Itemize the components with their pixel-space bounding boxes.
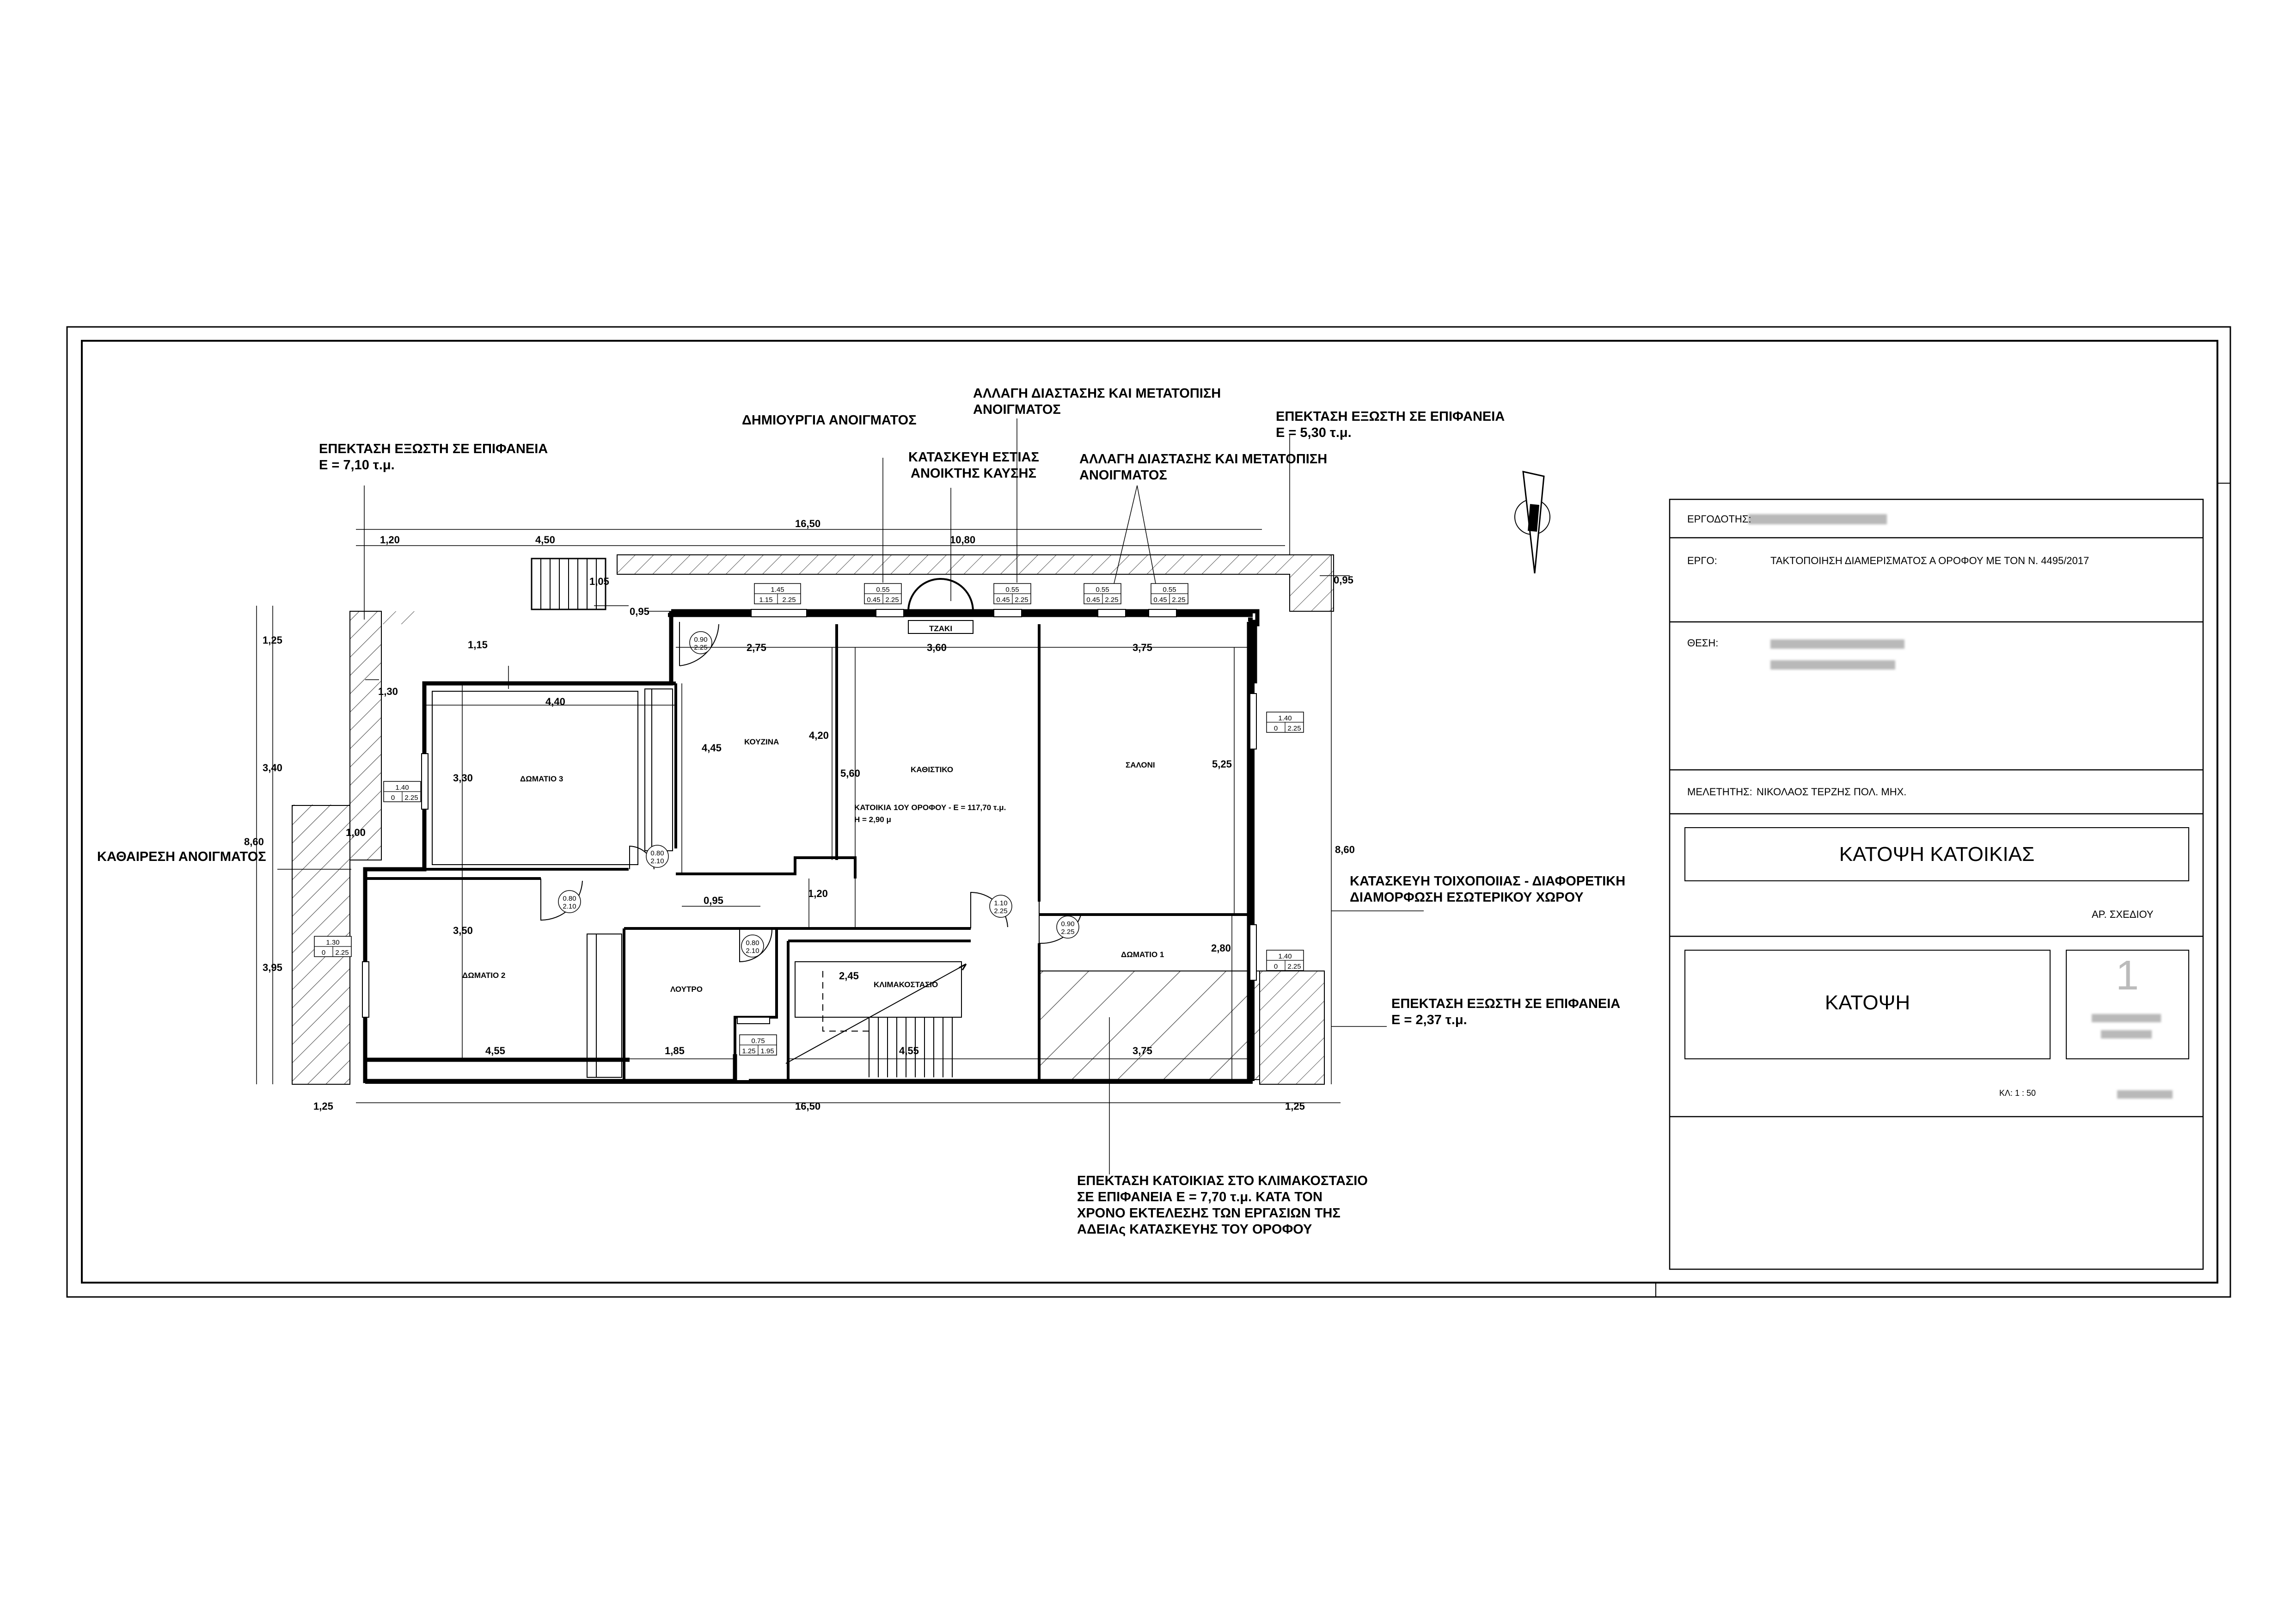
- svg-text:1.95: 1.95: [760, 1047, 774, 1055]
- svg-text:0.75: 0.75: [751, 1037, 765, 1045]
- svg-text:1.40: 1.40: [395, 784, 409, 792]
- dim-095-right: 0,95: [1334, 574, 1353, 586]
- plan-geometry: [257, 418, 1550, 1174]
- note-ext-se-area: Ε = 2,37 τ.μ.: [1391, 1013, 1467, 1027]
- svg-text:2.10: 2.10: [746, 947, 759, 955]
- svg-text:2.10: 2.10: [563, 903, 576, 910]
- dim-total-bottom: 16,50: [795, 1100, 821, 1112]
- dim-455-left: 4,55: [485, 1045, 505, 1057]
- svg-text:0.55: 0.55: [876, 586, 890, 594]
- dim-445: 4,45: [702, 742, 722, 754]
- svg-text:2.25: 2.25: [1287, 963, 1301, 971]
- dim-330: 3,30: [453, 772, 473, 784]
- svg-text:0.55: 0.55: [1096, 586, 1109, 594]
- svg-text:2.25: 2.25: [1105, 596, 1119, 604]
- dim-left-860: 8,60: [244, 836, 264, 848]
- note-stair: ΕΠΕΚΤΑΣΗ ΚΑΤΟΙΚΙΑΣ ΣΤΟ ΚΛΙΜΑΚΟΣΤΑΣΙΟ: [1077, 1173, 1368, 1188]
- dim-total-top: 16,50: [795, 518, 821, 529]
- balcony-top-hatch: [617, 555, 1334, 611]
- wall-kitchen-stub: [807, 858, 855, 879]
- house-height: Η = 2,90 μ: [854, 815, 891, 824]
- svg-text:1.40: 1.40: [1278, 952, 1292, 960]
- dim-left-395: 3,95: [263, 962, 282, 973]
- title-block: [1670, 499, 2203, 1269]
- svg-text:0.55: 0.55: [1005, 586, 1019, 594]
- svg-text:0.90: 0.90: [1061, 920, 1075, 928]
- dim-420: 4,20: [809, 730, 829, 741]
- svg-text:1.25: 1.25: [742, 1047, 756, 1055]
- dim-120-mid: 1,20: [808, 888, 828, 899]
- note-change-b: ΑΛΛΑΓΗ ΔΙΑΣΤΑΣΗΣ ΚΑΙ ΜΕΤΑΤΟΠΙΣΗ: [1079, 452, 1328, 467]
- dim-375-top: 3,75: [1133, 642, 1152, 653]
- svg-text:2.10: 2.10: [650, 857, 664, 865]
- fireplace-label: ΤΖΑΚΙ: [929, 624, 953, 633]
- room-1: ΔΩΜΑΤΙΟ 1: [1121, 950, 1164, 959]
- dim-top-450: 4,50: [535, 534, 555, 546]
- dim-560: 5,60: [840, 768, 860, 779]
- svg-text:0: 0: [1274, 963, 1278, 971]
- note-wall-2: ΔΙΑΜΟΡΦΩΣΗ ΕΣΩΤΕΡΙΚΟΥ ΧΩΡΟΥ: [1350, 890, 1584, 905]
- redacted-owner: [1748, 514, 1887, 524]
- svg-text:0.45: 0.45: [996, 596, 1010, 604]
- svg-text:2.25: 2.25: [1061, 928, 1075, 936]
- svg-text:0.45: 0.45: [1086, 596, 1100, 604]
- stair-extension-hatch: [1039, 971, 1260, 1080]
- engineer-value: ΝΙΚΟΛΑΟΣ ΤΕΡΖΗΣ ΠΟΛ. ΜΗΧ.: [1757, 786, 1907, 798]
- dim-440: 4,40: [545, 696, 565, 707]
- dim-105: 1,05: [589, 576, 609, 587]
- svg-text:2.25: 2.25: [782, 596, 796, 604]
- svg-text:0.90: 0.90: [694, 636, 708, 644]
- dim-100: 1,00: [346, 827, 366, 838]
- dim-375-bottom: 3,75: [1133, 1045, 1152, 1057]
- note-hearth: ΚΑΤΑΣΚΕΥΗ ΕΣΤΙΑΣ: [908, 450, 1039, 465]
- note-wall: ΚΑΤΑΣΚΕΥΗ ΤΟΙΧΟΠΟΙΙΑΣ - ΔΙΑΦΟΡΕΤΙΚΗ: [1350, 874, 1626, 889]
- room-bath: ΛΟΥΤΡΟ: [670, 985, 703, 994]
- svg-text:2.25: 2.25: [994, 907, 1008, 915]
- dim-185: 1,85: [665, 1045, 685, 1057]
- drawing-number: 1: [2115, 952, 2139, 999]
- room-living: ΚΑΘΙΣΤΙΚΟ: [911, 765, 954, 774]
- drawing-no-label: ΑΡ. ΣΧΕΔΙΟΥ: [2092, 909, 2154, 920]
- dim-455-mid: 4,55: [899, 1045, 919, 1057]
- note-ext-left: ΕΠΕΚΤΑΣΗ ΕΞΩΣΤΗ ΣΕ ΕΠΙΦΑΝΕΙΑ: [319, 442, 548, 456]
- house-area: ΚΑΤΟΙΚΙΑ 1ΟΥ ΟΡΟΦΟΥ - Ε = 117,70 τ.μ.: [854, 803, 1006, 812]
- room-2: ΔΩΜΑΤΙΟ 2: [462, 971, 506, 980]
- room-salon: ΣΑΛΟΝΙ: [1126, 761, 1155, 769]
- svg-text:0: 0: [321, 949, 326, 957]
- dim-right-860: 8,60: [1335, 844, 1355, 855]
- svg-text:1.15: 1.15: [759, 596, 773, 604]
- svg-text:2.25: 2.25: [885, 596, 899, 604]
- svg-text:0.45: 0.45: [1153, 596, 1167, 604]
- project-label: ΕΡΓΟ:: [1687, 555, 1717, 566]
- scale: ΚΛ: 1 : 50: [1999, 1088, 2036, 1098]
- note-create-opening: ΔΗΜΙΟΥΡΓΙΑ ΑΝΟΙΓΜΑΤΟΣ: [742, 413, 917, 428]
- dim-left-340: 3,40: [263, 762, 282, 774]
- svg-text:2.25: 2.25: [1172, 596, 1186, 604]
- note-remove-opening: ΚΑΘΑΙΡΕΣΗ ΑΝΟΙΓΜΑΤΟΣ: [97, 849, 266, 864]
- dim-280: 2,80: [1211, 942, 1231, 954]
- dim-275: 2,75: [747, 642, 766, 653]
- note-stair-4: ΑΔΕΙΑς ΚΑΤΑΣΚΕΥΗΣ ΤΟΥ ΟΡΟΦΟΥ: [1077, 1222, 1312, 1237]
- dim-525: 5,25: [1212, 758, 1232, 770]
- note-change-b-2: ΑΝΟΙΓΜΑΤΟΣ: [1079, 468, 1167, 483]
- balcony-right-se-hatch: [1260, 971, 1324, 1084]
- dim-245: 2,45: [839, 970, 859, 982]
- note-ext-right: ΕΠΕΚΤΑΣΗ ΕΞΩΣΤΗ ΣΕ ΕΠΙΦΑΝΕΙΑ: [1276, 409, 1505, 424]
- dim-360: 3,60: [927, 642, 947, 653]
- drawing-title: ΚΑΤΟΨΗ ΚΑΤΟΙΚΙΑΣ: [1839, 843, 2035, 866]
- dim-350: 3,50: [453, 925, 473, 936]
- svg-text:0.80: 0.80: [563, 895, 576, 903]
- dim-115: 1,15: [468, 639, 488, 651]
- redacted-sheet-info-2: [2101, 1030, 2152, 1038]
- dim-130: 1,30: [378, 686, 398, 697]
- note-stair-3: ΧΡΟΝΟ ΕΚΤΕΛΕΣΗΣ ΤΩΝ ΕΡΓΑΣΙΩΝ ΤΗΣ: [1077, 1206, 1341, 1221]
- redacted-sheet-info: [2092, 1014, 2161, 1022]
- dim-top-120: 1,20: [380, 534, 400, 546]
- note-ext-left-area: Ε = 7,10 τ.μ.: [319, 458, 395, 473]
- svg-text:0: 0: [1274, 725, 1278, 732]
- room-kitchen: ΚΟΥΖΙΝΑ: [744, 737, 779, 746]
- wall-kitchen-bottom: [676, 858, 814, 874]
- dim-bottom-125-left: 1,25: [313, 1100, 333, 1112]
- svg-text:1.30: 1.30: [326, 939, 340, 946]
- note-stair-2: ΣΕ ΕΠΙΦΑΝΕΙΑ Ε = 7,70 τ.μ. ΚΑΤΑ ΤΟΝ: [1077, 1190, 1322, 1204]
- drawing-name: ΚΑΤΟΨΗ: [1825, 991, 1910, 1014]
- redacted-location-2: [1770, 660, 1895, 670]
- note-ext-right-area: Ε = 5,30 τ.μ.: [1276, 425, 1352, 440]
- svg-text:0: 0: [391, 794, 395, 802]
- svg-text:2.25: 2.25: [694, 644, 708, 651]
- note-change-a-2: ΑΝΟΙΓΜΑΤΟΣ: [973, 402, 1061, 417]
- svg-text:2.25: 2.25: [404, 794, 418, 802]
- svg-text:0.45: 0.45: [867, 596, 881, 604]
- note-change-a: ΑΛΛΑΓΗ ΔΙΑΣΤΑΣΗΣ ΚΑΙ ΜΕΤΑΤΟΠΙΣΗ: [973, 386, 1221, 401]
- svg-text:2.25: 2.25: [335, 949, 349, 957]
- dim-bottom-125-right: 1,25: [1285, 1100, 1305, 1112]
- dim-inner-top: 10,80: [950, 534, 976, 546]
- svg-text:1.45: 1.45: [771, 586, 784, 594]
- dim-left-125: 1,25: [263, 634, 282, 646]
- svg-text:0.80: 0.80: [650, 849, 664, 857]
- engineer-label: ΜΕΛΕΤΗΤΗΣ:: [1687, 786, 1752, 798]
- north-arrow: [1515, 472, 1550, 573]
- dim-095-top: 0,95: [630, 606, 649, 617]
- svg-text:0.55: 0.55: [1163, 586, 1176, 594]
- room-3: ΔΩΜΑΤΙΟ 3: [520, 774, 563, 783]
- redacted-date: [2117, 1090, 2173, 1099]
- redacted-location: [1770, 639, 1904, 649]
- balcony-left-upper-hatch: [350, 611, 381, 860]
- svg-text:0.80: 0.80: [746, 939, 759, 947]
- room-stair: ΚΛΙΜΑΚΟΣΤΑΣΙΟ: [874, 980, 938, 989]
- svg-text:1.40: 1.40: [1278, 714, 1292, 722]
- fireplace-arch: [908, 579, 973, 611]
- owner-label: ΕΡΓΟΔΟΤΗΣ:: [1687, 513, 1751, 525]
- project-value: ΤΑΚΤΟΠΟΙΗΣΗ ΔΙΑΜΕΡΙΣΜΑΤΟΣ Α ΟΡΟΦΟΥ ΜΕ ΤΟΝ Ν. 4495/2017: [1770, 555, 2089, 566]
- svg-text:1.10: 1.10: [994, 899, 1008, 907]
- location-label: ΘΕΣΗ:: [1687, 637, 1719, 649]
- svg-text:2.25: 2.25: [1015, 596, 1029, 604]
- note-hearth-2: ΑΝΟΙΚΤΗΣ ΚΑΥΣΗΣ: [911, 466, 1036, 481]
- note-ext-se: ΕΠΕΚΤΑΣΗ ΕΞΩΣΤΗ ΣΕ ΕΠΙΦΑΝΕΙΑ: [1391, 996, 1621, 1011]
- svg-text:2.25: 2.25: [1287, 725, 1301, 732]
- dim-095-mid: 0,95: [704, 895, 723, 906]
